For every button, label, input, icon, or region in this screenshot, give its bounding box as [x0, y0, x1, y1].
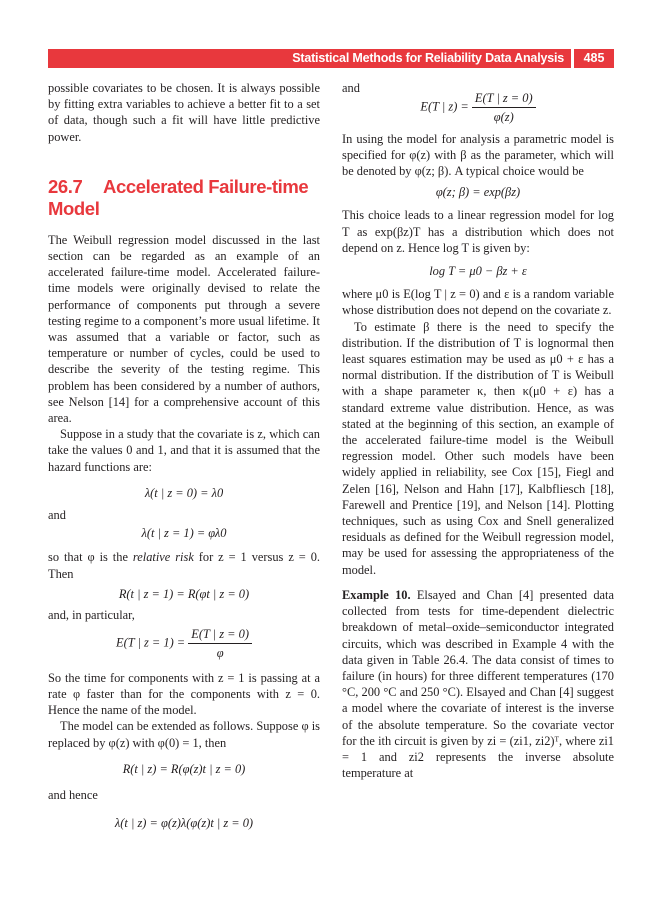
equation: λ(t | z = 1) = φλ0 — [141, 526, 227, 541]
paragraph: To estimate β there is the need to specify the distribution. If the distribution of T is lognormal then least squares estimation may be used as μ0 + ε has a normal distribution. If the distribution of T is Weibull with a shape parameter κ, then κ(μ0 + ε) has a standard extreme value distribution. Hence, as was stated at the beginning of this section, an example of the accelerated failure-time model is the Weibull regression model. Other such models have been widely applied in reliability, see Cox [15], Fiegl and Zelen [16], Nelson and Hahn [17], Kalbfliesch [18], Farewell and Prentice [19], and Nelson [14]. Plotting techniques, such as using Cox and Snell generalized residuals as defined for the Weibull regression model, may be used for assessing the appropriateness of the model. — [342, 319, 614, 577]
header-divider — [571, 49, 574, 68]
text-run: so that φ is the — [48, 550, 133, 565]
equation — [48, 626, 320, 661]
section-heading — [48, 176, 320, 220]
equation: φ(z; β) = exp(βz) — [435, 185, 521, 200]
running-title: Statistical Methods for Reliability Data Analysis — [292, 51, 564, 65]
section-number: 26.7 — [48, 175, 83, 197]
text-run: for z = 1 versus z = 0. Then — [48, 550, 320, 581]
paragraph: The model can be extended as follows. Suppose φ is replaced by φ(z) with φ(0) = 1, then — [48, 719, 320, 750]
paragraph: So the time for components with z = 1 is passing at a rate φ faster than for the components with z = 0. Hence the name of the model. — [48, 670, 320, 718]
running-header — [48, 49, 614, 68]
paragraph: and hence — [48, 787, 98, 802]
numerator: E(T | z = 0) — [472, 90, 536, 108]
paragraph: This choice leads to a linear regression model for log T as exp(βz)T has a distribution which does not depend on z. Hence log T is given by: — [342, 208, 614, 255]
equation: R(t | z = 1) = R(φt | z = 0) — [118, 586, 250, 601]
page-number: 485 — [583, 51, 605, 65]
right-column — [342, 80, 614, 781]
numerator: E(T | z = 0) — [188, 626, 252, 644]
equation: λ(t | z = 0) = λ0 — [144, 485, 224, 500]
denominator: φ(z) — [493, 110, 514, 125]
equation: λ(t | z) = φ(z)λ(φ(z)t | z = 0) — [114, 816, 254, 831]
emphasis: relative risk — [132, 550, 194, 565]
paragraph: Suppose in a study that the covariate is z, which can take the values 0 and 1, and that it is assumed that the hazard functions are: — [48, 427, 320, 474]
fraction — [472, 90, 536, 125]
paragraph: The Weibull regression model discussed in the last section can be regarded as an example of an accelerated failure-time model. Accelerated failure-time models were originally devised to relate the performance of components put through a severe testing regime to a component’s more usual lifetime. It was assumed that a variable or factor, such as temperature or number of cycles, could be used to describe the severity of the testing regime. This problem has been considered by a number of authors, see Nelson [14] for a comprehensive account of this area. — [48, 232, 320, 426]
paragraph: possible covariates to be chosen. It is always possible by fitting extra variables to achieve a better fit to a set of data, though such a fit will have little predictive power. — [48, 81, 320, 144]
text-run: Elsayed and Chan [4] presented data collected from tests for time-dependent dielectric breakdown of metal–oxide–semiconductor integrated circuits, which was described in Example 4 with the data given in Table 26.4. The data consist of times to failure (in hours) for three different temperatures (170 °C, 200 °C and 250 °C). Elsayed and Chan [4] suggest a model where the covariate of interest is the inverse of the absolute temperature. So the covariate vector for the ith circuit is given by zi = (zi1, zi2)ᵀ, where zi1 = 1 and zi2 represents the inverse absolute temperature at — [342, 587, 614, 781]
equation: log T = μ0 − βz + ε — [429, 264, 527, 279]
equation: R(t | z) = R(φ(z)t | z = 0) — [122, 761, 246, 776]
section-title-line2: Model — [48, 197, 100, 219]
section-title-line1: Accelerated Failure-time — [103, 175, 309, 197]
paragraph: In using the model for analysis a parametric model is specified for φ(z) with β as the parameter, which will be denoted by φ(z; β). A typical choice would be — [342, 131, 614, 179]
equation-lhs: E(T | z = 1) = — [116, 635, 186, 650]
paragraph — [342, 587, 614, 781]
example-label: Example 10. — [342, 587, 411, 602]
paragraph: and, in particular, — [48, 608, 135, 623]
paragraph: where μ0 is E(log T | z = 0) and ε is a random variable whose distribution does not depend on the covariate z. — [342, 287, 614, 318]
paragraph: and — [48, 508, 66, 523]
denominator: φ — [216, 646, 224, 661]
equation — [342, 90, 614, 125]
fraction — [188, 626, 252, 661]
paragraph: and — [342, 81, 360, 95]
equation-lhs: E(T | z) = — [420, 99, 469, 114]
paragraph — [48, 549, 320, 581]
left-column — [48, 80, 320, 831]
